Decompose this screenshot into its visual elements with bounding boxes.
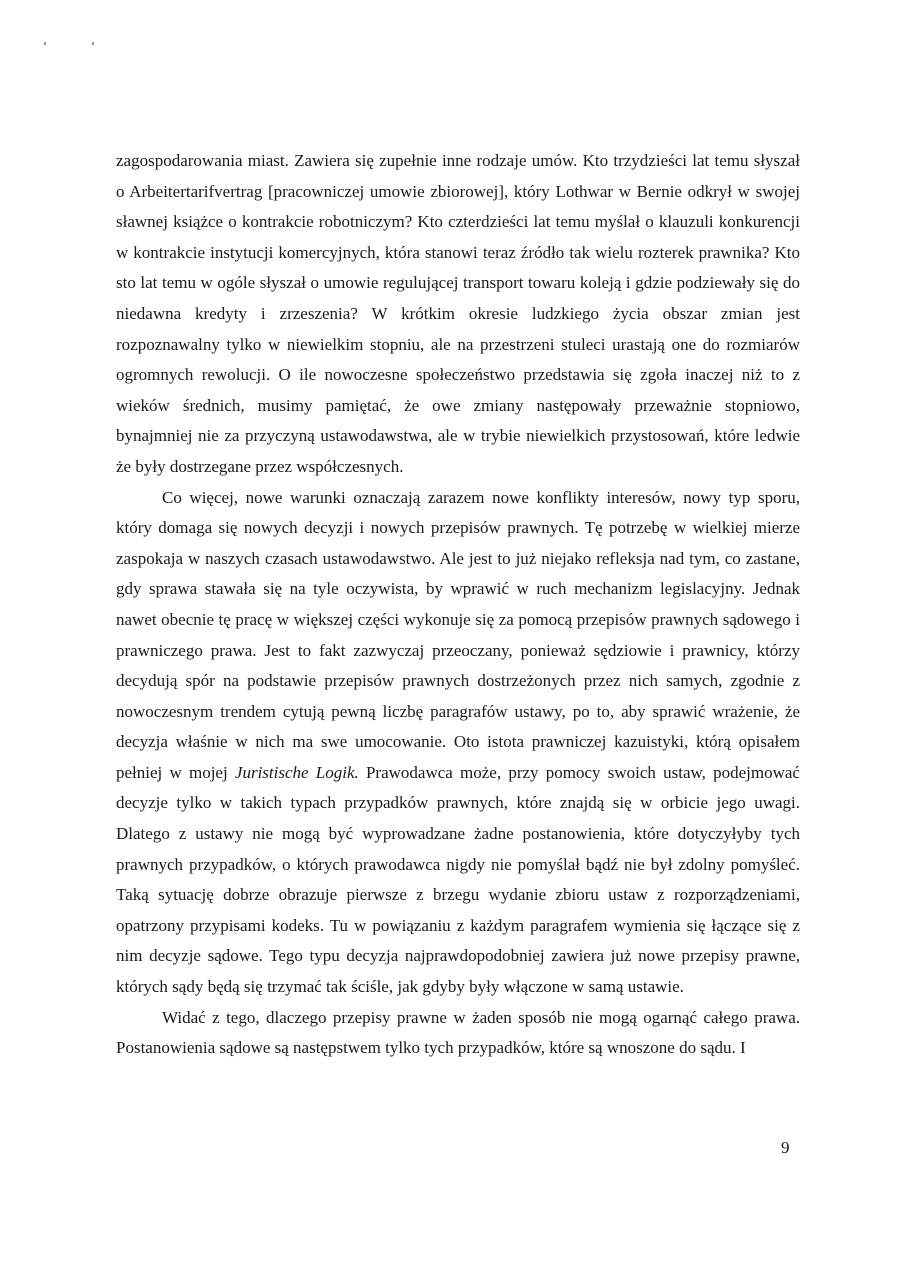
- paragraph-2: [116, 483, 800, 1003]
- scan-speck: [44, 42, 46, 45]
- book-title: Juristische Logik.: [234, 762, 359, 782]
- paragraph-2-end: Prawodawca może, przy pomocy swoich ustaw, podejmować decyzje tylko w takich typach przypadków prawnych, które znajdą się w orbicie jego uwagi. Dlatego z ustawy nie mogą być wyprowadzane żadne postanowienia, które dotyczyłyby tych prawnych przypadków, o których prawodawca nigdy nie pomyślał bądź nie był zdolny pomyśleć. Taką sytuację dobrze obrazuje pierwsze z brzegu wydanie zbioru ustaw z rozporządzeniami, opatrzony przypisami kodeks. Tu w powiązaniu z każdym paragrafem wymienia się łączące się z nim decyzje sądowe. Tego typu decyzja najprawdopodobniej zawiera już nowe przepisy prawne, których sądy będą się trzymać tak ściśle, jak gdyby były włączone w samą ustawie.: [116, 762, 800, 997]
- page-number: 9: [781, 1138, 790, 1157]
- paragraph-2-start: Co więcej, nowe warunki oznaczają zarazem nowe konflikty interesów, nowy typ sporu, który domaga się nowych decyzji i nowych przepisów prawnych. Tę potrzebę w wielkiej mierze zaspokaja w naszych czasach ustawodawstwo. Ale jest to już niejako refleksja nad tym, co zastane, gdy sprawa stawała się na tyle oczywista, by wprawić w ruch mechanizm legislacyjny. Jednak nawet obecnie tę pracę w większej części wykonuje się za pomocą przepisów prawnych sądowego i prawniczego prawa. Jest to fakt zazwyczaj przeoczany, ponieważ sędziowie i prawnicy, którzy decydują spór na podstawie przepisów prawnych dostrzeżonych przez nich samych, zgodnie z nowoczesnym trendem cytują pewną liczbę paragrafów ustawy, po to, aby sprawić wrażenie, że decyzja właśnie w nich ma swe umocowanie. Oto istota prawniczej kazuistyki, którą opisałem pełniej w mojej: [116, 487, 800, 782]
- scan-speck: [92, 42, 94, 45]
- body-text: [116, 146, 800, 1064]
- paragraph-1: zagospodarowania miast. Zawiera się zupełnie inne rodzaje umów. Kto trzydzieści lat temu słyszał o Arbeitertarifvertrag [pracowniczej umowie zbiorowej], który Lothwar w Bernie odkrył w swojej sławnej książce o kontrakcie robotniczym? Kto czterdzieści lat temu myślał o klauzuli konkurencji w kontrakcie instytucji komercyjnych, która stanowi teraz źródło tak wielu rozterek prawnika? Kto sto lat temu w ogóle słyszał o umowie regulującej transport towaru koleją i gdzie podziewały się do niedawna kredyty i zrzeszenia? W krótkim okresie ludzkiego życia obszar zmian jest rozpoznawalny tylko w niewielkim stopniu, ale na przestrzeni stuleci urastają one do rozmiarów ogromnych rewolucji. O ile nowoczesne społeczeństwo przedstawia się zgoła inaczej niż to z wieków średnich, musimy pamiętać, że owe zmiany następowały przeważnie stopniowo, bynajmniej nie za przyczyną ustawodawstwa, ale w trybie niewielkich przystosowań, które ledwie że były dostrzegane przez współczesnych.: [116, 151, 800, 476]
- paragraph-3: Widać z tego, dlaczego przepisy prawne w żaden sposób nie mogą ogarnąć całego prawa. Postanowienia sądowe są następstwem tylko tych przypadków, które są wnoszone do sądu. I: [116, 1007, 800, 1058]
